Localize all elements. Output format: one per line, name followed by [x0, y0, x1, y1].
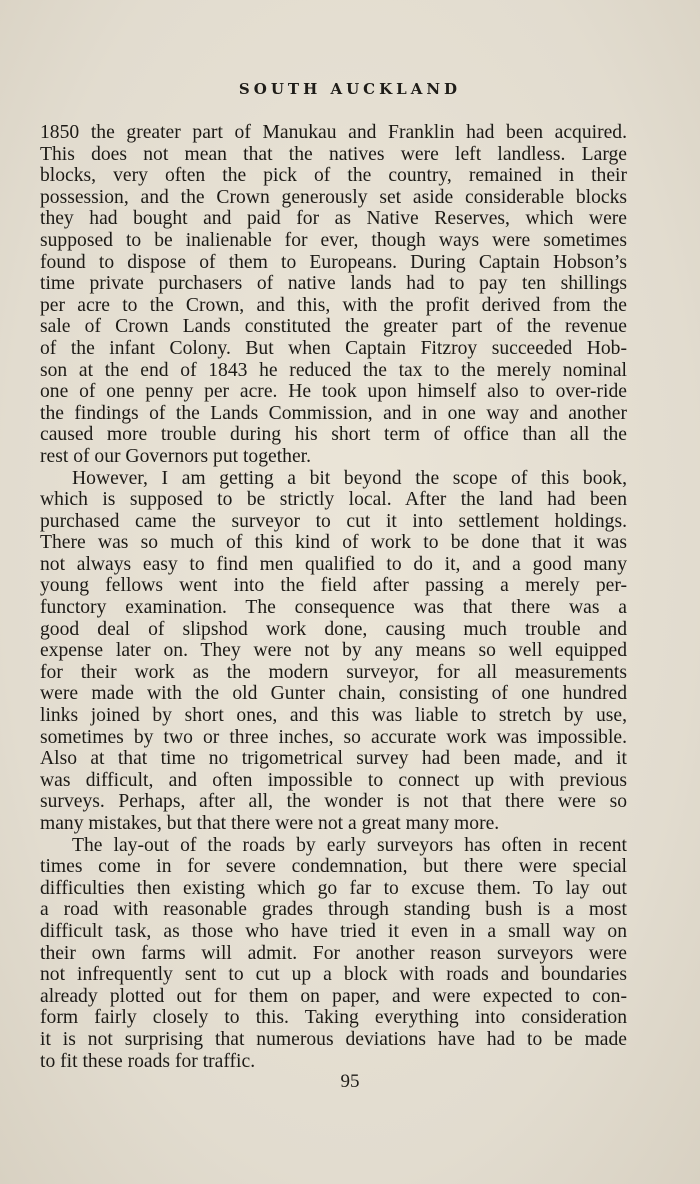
page-number: 95 — [340, 1071, 360, 1092]
text-line: the findings of the Lands Commission, and in one way and another — [40, 402, 627, 424]
paragraph — [40, 468, 627, 835]
text-line: sale of Crown Lands constituted the greater part of the revenue — [40, 316, 627, 338]
text-line: links joined by short ones, and this was liable to stretch by use, — [40, 705, 627, 727]
text-line: many mistakes, but that there were not a great many more. — [40, 813, 500, 834]
text-line: a road with reasonable grades through standing bush is a most — [40, 899, 627, 921]
text-line: of the infant Colony. But when Captain Fitzroy succeeded Hob- — [40, 337, 627, 359]
text-line: they had bought and paid for as Native Reserves, which were — [40, 208, 627, 230]
text-line: rest of our Governors put together. — [40, 445, 311, 467]
text-line: to fit these roads for traffic. — [40, 1050, 256, 1072]
paragraph — [40, 835, 627, 1073]
text-line: form fairly closely to this. Taking everything into consideration — [40, 1007, 627, 1029]
text-line: it is not surprising that numerous deviations have had to be made — [40, 1028, 627, 1050]
text-line: purchased came the surveyor to cut it into settlement holdings. — [40, 510, 627, 532]
text-line: 1850 the greater part of Manukau and Franklin had been acquired. — [40, 122, 627, 143]
text-line: sometimes by two or three inches, so accurate work was impossible. — [40, 726, 627, 748]
paragraph — [40, 122, 627, 468]
text-line: not always easy to find men qualified to do it, and a good many — [40, 553, 627, 575]
text-line: expense later on. They were not by any means so well equipped — [40, 640, 627, 662]
text-line: The lay-out of the roads by early surveyors has often in recent — [72, 834, 627, 856]
text-line: young fellows went into the field after passing a merely per- — [40, 575, 627, 597]
text-line: There was so much of this kind of work to be done that it was — [40, 532, 627, 554]
text-line: functory examination. The consequence was that there was a — [40, 597, 627, 619]
text-line: not infrequently sent to cut up a block with roads and boundaries — [40, 964, 627, 986]
text-line: difficult task, as those who have tried it even in a small way on — [40, 920, 627, 942]
text-line: already plotted out for them on paper, and were expected to con- — [40, 985, 627, 1007]
text-line: possession, and the Crown generously set aside considerable blocks — [40, 186, 627, 208]
text-line: one of one penny per acre. He took upon himself also to over-ride — [40, 381, 627, 403]
text-line: time private purchasers of native lands had to pay ten shillings — [40, 273, 627, 295]
text-line: times come in for severe condemnation, but there were special — [40, 856, 627, 878]
text-line: found to dispose of them to Europeans. During Captain Hobson’s — [40, 251, 627, 273]
text-line: However, I am getting a bit beyond the scope of this book, — [72, 467, 627, 489]
text-line: blocks, very often the pick of the country, remained in their — [40, 165, 627, 187]
text-line: was difficult, and often impossible to connect up with previous — [40, 769, 627, 791]
text-line: surveys. Perhaps, after all, the wonder is not that there were so — [40, 791, 627, 813]
text-line: difficulties then existing which go far to excuse them. To lay out — [40, 877, 627, 899]
text-line: son at the end of 1843 he reduced the tax to the merely nominal — [40, 359, 627, 381]
text-line: their own farms will admit. For another reason surveyors were — [40, 942, 627, 964]
text-line: Also at that time no trigometrical survey had been made, and it — [40, 748, 627, 770]
text-line: which is supposed to be strictly local. After the land had been — [40, 489, 627, 511]
text-line: per acre to the Crown, and this, with the profit derived from the — [40, 294, 627, 316]
text-line: good deal of slipshod work done, causing much trouble and — [40, 618, 627, 640]
text-line: were made with the old Gunter chain, consisting of one hundred — [40, 683, 627, 705]
running-head: SOUTH AUCKLAND — [238, 80, 462, 98]
body-text — [40, 122, 627, 1072]
text-line: caused more trouble during his short term of office than all the — [40, 424, 627, 446]
text-line: This does not mean that the natives were left landless. Large — [40, 143, 627, 165]
text-line: supposed to be inalienable for ever, though ways were sometimes — [40, 229, 627, 251]
text-line: for their work as the modern surveyor, for all measurements — [40, 661, 627, 683]
